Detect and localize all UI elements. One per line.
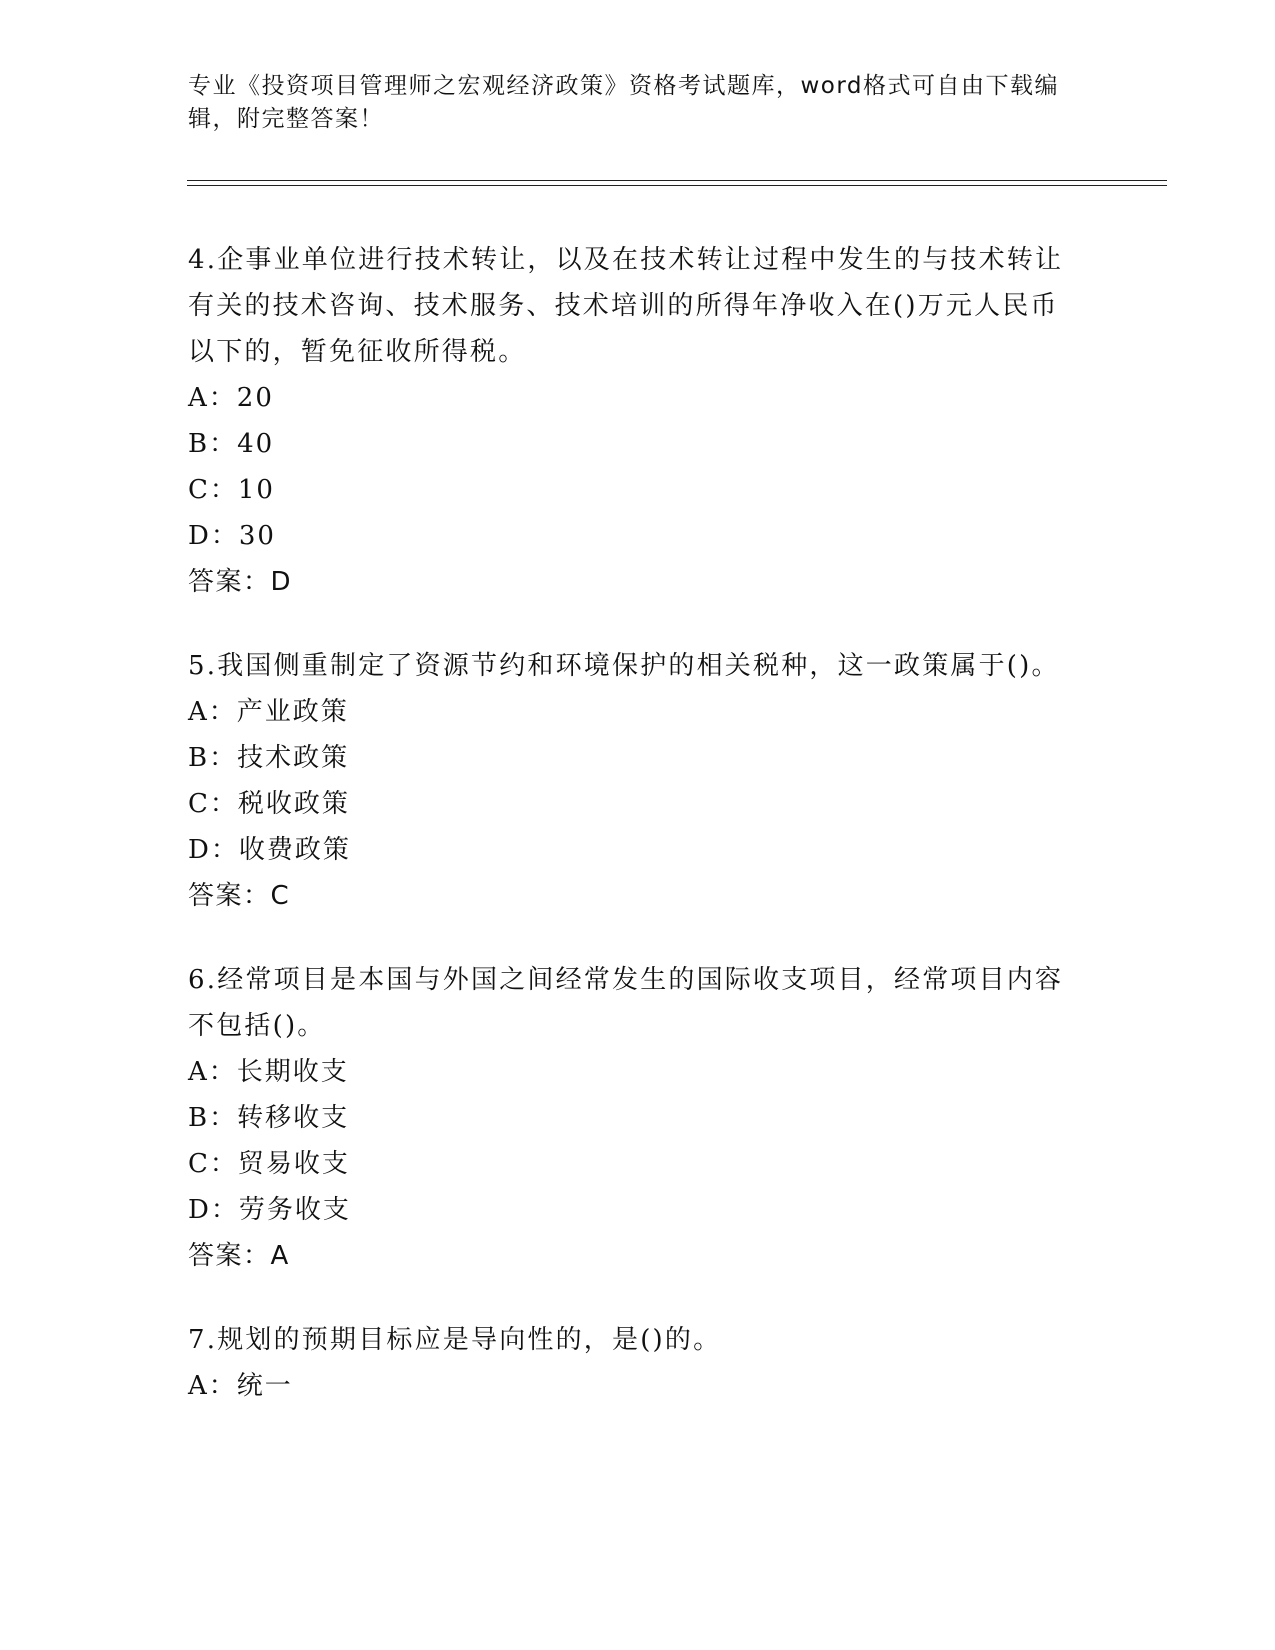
question-6 <box>188 957 1068 1279</box>
option-a: A：统一 <box>188 1371 293 1401</box>
answer-line: 答案：D <box>188 567 293 597</box>
header-divider-bottom <box>187 185 1167 186</box>
option-b: B：转移收支 <box>188 1103 350 1133</box>
question-7 <box>188 1317 1068 1409</box>
question-stem: 7.规划的预期目标应是导向性的，是()的。 <box>188 1325 722 1355</box>
answer-line: 答案：A <box>188 1241 290 1271</box>
answer-line: 答案：C <box>188 881 291 911</box>
option-b: B：40 <box>188 429 275 459</box>
question-stem: 5.我国侧重制定了资源节约和环境保护的相关税种，这一政策属于()。 <box>188 651 1060 681</box>
option-c: C：税收政策 <box>188 789 350 819</box>
option-d: D：收费政策 <box>188 835 351 865</box>
question-stem: 6.经常项目是本国与外国之间经常发生的国际收支项目，经常项目内容不包括()。 <box>188 965 1064 1041</box>
header-divider-top <box>187 180 1167 181</box>
option-d: D：30 <box>188 521 276 551</box>
option-a: A：20 <box>188 383 274 413</box>
option-c: C：10 <box>188 475 275 505</box>
question-5 <box>188 643 1068 919</box>
option-a: A：产业政策 <box>188 697 349 727</box>
option-d: D：劳务收支 <box>188 1195 351 1225</box>
question-list <box>188 237 1068 1447</box>
question-stem: 4.企事业单位进行技术转让，以及在技术转让过程中发生的与技术转让有关的技术咨询、技术服务、技术培训的所得年净收入在()万元人民币以下的，暂免征收所得税。 <box>188 245 1064 367</box>
document-header: 专业《投资项目管理师之宏观经济政策》资格考试题库，word格式可自由下载编辑，附完整答案！ <box>188 73 1060 132</box>
option-b: B：技术政策 <box>188 743 350 773</box>
option-a: A：长期收支 <box>188 1057 349 1087</box>
option-c: C：贸易收支 <box>188 1149 350 1179</box>
question-4 <box>188 237 1068 605</box>
